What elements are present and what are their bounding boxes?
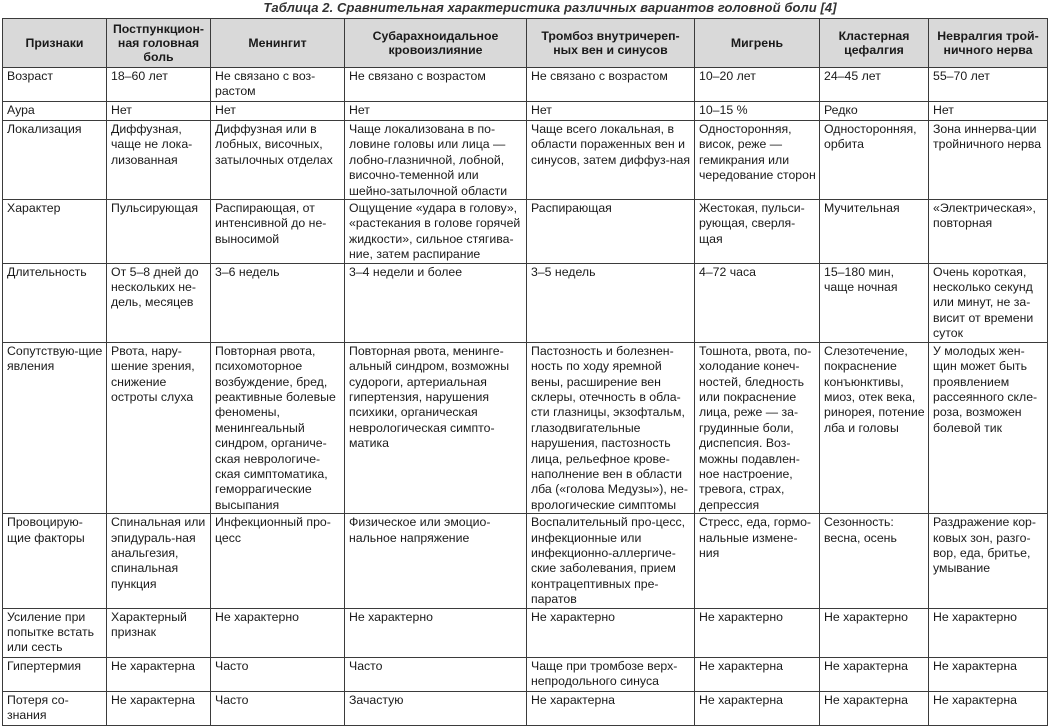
table-cell: 3–6 недель [211,263,345,342]
table-cell: Часто [211,691,345,725]
table-cell: Односторонняя, орбита [820,121,929,200]
table-row [3,200,1048,264]
table-cell: Чаще всего локальная, в области пораженных вен и синусов, затем диффуз-ная [527,121,695,200]
table-cell: Не характерна [820,691,929,725]
comparison-table [2,18,1048,726]
table-cell: Мучительная [820,200,929,264]
table-cell: Нет [107,102,211,121]
table-cell: Зона иннерва-ции тройничного нерва [929,121,1048,200]
table-row [3,102,1048,121]
row-label: Провоцирую-щие факторы [3,514,107,608]
table-cell: 15–180 мин, чаще ночная [820,263,929,342]
row-label: Возраст [3,68,107,102]
header-cell: Постпункцион-ная головная боль [107,19,211,68]
table-row [3,68,1048,102]
table-cell: 3–5 недель [527,263,695,342]
table-cell: Не характерно [695,608,820,657]
table-cell: Распирающая [527,200,695,264]
table-cell: Не характерно [820,608,929,657]
row-label: Потеря со-знания [3,691,107,725]
table-cell: Воспалительный про-цесс, инфекционные или инфекционно-аллергиче-ские заболевания, прием контрацептивных пре-паратов [527,514,695,608]
table-cell: У молодых жен-щин может быть проявлением рассеянного скле-роза, возможен болевой тик [929,342,1048,513]
table-row [3,608,1048,657]
table-cell: Слезотечение, покраснение конъюнктивы, миоз, отек века, ринорея, потение лба и головы [820,342,929,513]
table-cell: Повторная рвота, менинге-альный синдром, возможны судороги, артериальная гипертензия, нарушения психики, органическая неврологическая симпто-матика [345,342,527,513]
table-cell: Не характерно [929,608,1048,657]
table-cell: Зачастую [345,691,527,725]
table-cell: Диффузная или в лобных, височных, затылочных отделах [211,121,345,200]
table-cell: Нет [527,102,695,121]
table-cell: Редко [820,102,929,121]
table-cell: Чаще при тромбозе верх-непродольного синуса [527,657,695,691]
table-cell: Не связано с воз-растом [211,68,345,102]
table-cell: Часто [345,657,527,691]
table-cell: Не характерно [345,608,527,657]
row-label: Сопутствую-щие явления [3,342,107,513]
table-cell: 18–60 лет [107,68,211,102]
table-cell: Односторонняя, висок, реже — гемикрания или чередование сторон [695,121,820,200]
table-caption: Таблица 2. Сравнительная характеристика различных вариантов головной боли [4] [263,0,837,15]
table-cell: Физическое или эмоцио-нальное напряжение [345,514,527,608]
table-cell: Не характерна [107,657,211,691]
row-label: Гипертермия [3,657,107,691]
table-cell: 10–15 % [695,102,820,121]
table-cell: Нет [929,102,1048,121]
table-cell: Нет [211,102,345,121]
row-label: Усиление при попытке встать или сесть [3,608,107,657]
table-row [3,263,1048,342]
table-cell: Пульсирующая [107,200,211,264]
table-row [3,514,1048,608]
table-cell: 4–72 часа [695,263,820,342]
table-cell: Стресс, еда, гормо-нальные измене-ния [695,514,820,608]
table-row [3,342,1048,513]
table-cell: Не характерна [820,657,929,691]
table-cell: Инфекционный про-цесс [211,514,345,608]
table-cell: Очень короткая, несколько секунд или минут, не за-висит от времени суток [929,263,1048,342]
table-cell: Диффузная, чаще не лока-лизованная [107,121,211,200]
table-cell: Рвота, нару-шение зрения, снижение остроты слуха [107,342,211,513]
table-cell: Спинальная или эпидураль-ная анальгезия, спинальная пункция [107,514,211,608]
table-cell: Характерный признак [107,608,211,657]
table-cell: Не характерна [929,691,1048,725]
table-cell: Жестокая, пульси-рующая, сверля-щая [695,200,820,264]
table-cell: Не характерна [929,657,1048,691]
header-cell: Менингит [211,19,345,68]
table-cell: 10–20 лет [695,68,820,102]
table-cell: Часто [211,657,345,691]
table-cell: Пастозность и болезнен-ность по ходу яремной вены, расширение вен склеры, отечность в обла-сти глазницы, экзофтальм, глазодвигательные нарушения, пастозность лица, рельефное крове-наполнение вен в области лба («голова Медузы»), не-врологические симптомы [527,342,695,513]
table-cell: 3–4 недели и более [345,263,527,342]
table-row [3,691,1048,725]
row-label: Характер [3,200,107,264]
table-cell: Не характерно [211,608,345,657]
table-cell: Не характерно [527,608,695,657]
table-cell: Не характерна [695,657,820,691]
table-header-row [3,19,1048,68]
table-cell: От 5–8 дней до нескольких не-дель, месяцев [107,263,211,342]
table-cell: Сезонность: весна, осень [820,514,929,608]
table-cell: Не характерна [695,691,820,725]
table-cell: Чаще локализована в по-ловине головы или лица — лобно-глазничной, лобной, височно-теменной или шейно-затылочной области [345,121,527,200]
table-cell: Раздражение кор-ковых зон, разго-вор, еда, бритье, умывание [929,514,1048,608]
table-cell: Ощущение «удара в голову», «растекания в голове горячей жидкости», сильное стягива-ние, затем распирание [345,200,527,264]
header-cell: Невралгия трой-ничного нерва [929,19,1048,68]
table-cell: 55–70 лет [929,68,1048,102]
header-cell: Тромбоз внутричереп-ных вен и синусов [527,19,695,68]
table-cell: Тошнота, рвота, по-холодание конеч-ностей, бледность или покраснение лица, реже — за-грудинные боли, диспепсия. Воз-можны подавлен-ное настроение, тревога, страх, депрессия [695,342,820,513]
table-cell: Не характерна [527,691,695,725]
row-label: Длительность [3,263,107,342]
table-cell: Повторная рвота, психомоторное возбуждение, бред, реактивные болевые феномены, менингеальный синдром, органиче-ская неврологиче-ская симптоматика, геморрагические высыпания [211,342,345,513]
table-row [3,121,1048,200]
header-cell: Кластерная цефалгия [820,19,929,68]
table-cell: 24–45 лет [820,68,929,102]
table-cell: Нет [345,102,527,121]
row-label: Аура [3,102,107,121]
header-cell: Признаки [3,19,107,68]
table-cell: Не связано с возрастом [345,68,527,102]
table-cell: «Электрическая», повторная [929,200,1048,264]
table-row [3,657,1048,691]
table-cell: Не связано с возрастом [527,68,695,102]
header-cell: Субарахноидальное кровоизлияние [345,19,527,68]
table-cell: Распирающая, от интенсивной до не-выносимой [211,200,345,264]
table-cell: Не характерна [107,691,211,725]
row-label: Локализация [3,121,107,200]
header-cell: Мигрень [695,19,820,68]
